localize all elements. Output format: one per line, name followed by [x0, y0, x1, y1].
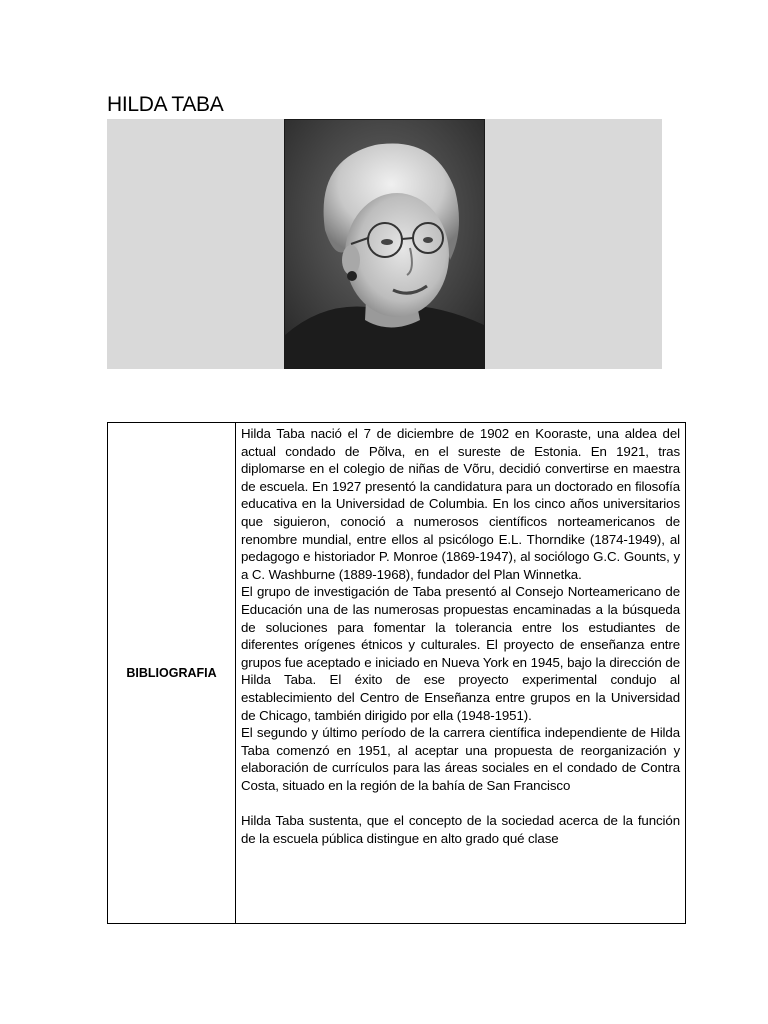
photo-band: [107, 119, 662, 369]
page-title: HILDA TABA: [107, 93, 224, 116]
paragraph: El segundo y último período de la carrera científica independiente de Hilda Taba comenzó en 1951, al aceptar una propuesta de reorganización y elaboración de currículos para las áreas sociales en el condado de Contra Costa, situado en la región de la bahía de San Francisco: [241, 725, 680, 793]
table-label: BIBLIOGRAFIA: [126, 666, 217, 680]
paragraph: El grupo de investigación de Taba presentó al Consejo Norteamericano de Educación una de las numerosas propuestas encaminadas a la búsqueda de soluciones para fomentar la tolerancia entre los estudiantes de diferentes orígenes étnicos y culturales. El proyecto de enseñanza entre grupos fue aceptado e iniciado en Nueva York en 1945, bajo la dirección de Hilda Taba. El éxito de ese proyecto experimental condujo al establecimiento del Centro de Enseñanza entre grupos en la Universidad de Chicago, también dirigido por ella (1948-1951).: [241, 584, 680, 723]
paragraph: Hilda Taba nació el 7 de diciembre de 1902 en Kooraste, una aldea del actual condado de Põlva, en el sureste de Estonia. En 1921, tras diplomarse en el colegio de niñas de Võru, decidió convertirse en maestra de escuela. En 1927 presentó la candidatura para un doctorado en filosofía educativa en la Universidad de Columbia. En los cinco años universitarios que siguieron, conoció a numerosos científicos norteamericanos de renombre mundial, entre ellos al psicólogo E.L. Thorndike (1874-1949), al pedagogo e historiador P. Monroe (1869-1947), al sociólogo G.C. Gounts, y a C. Washburne (1889-1968), fundador del Plan Winnetka.: [241, 426, 680, 582]
bibliography-table: [107, 422, 686, 924]
table-content-cell: [236, 423, 685, 923]
table-label-cell: [108, 423, 236, 923]
portrait-image: [285, 120, 484, 368]
paragraph: Hilda Taba sustenta, que el concepto de la sociedad acerca de la función de la escuela pública distingue en alto grado qué clase: [241, 813, 680, 846]
portrait-photo: [284, 119, 485, 369]
